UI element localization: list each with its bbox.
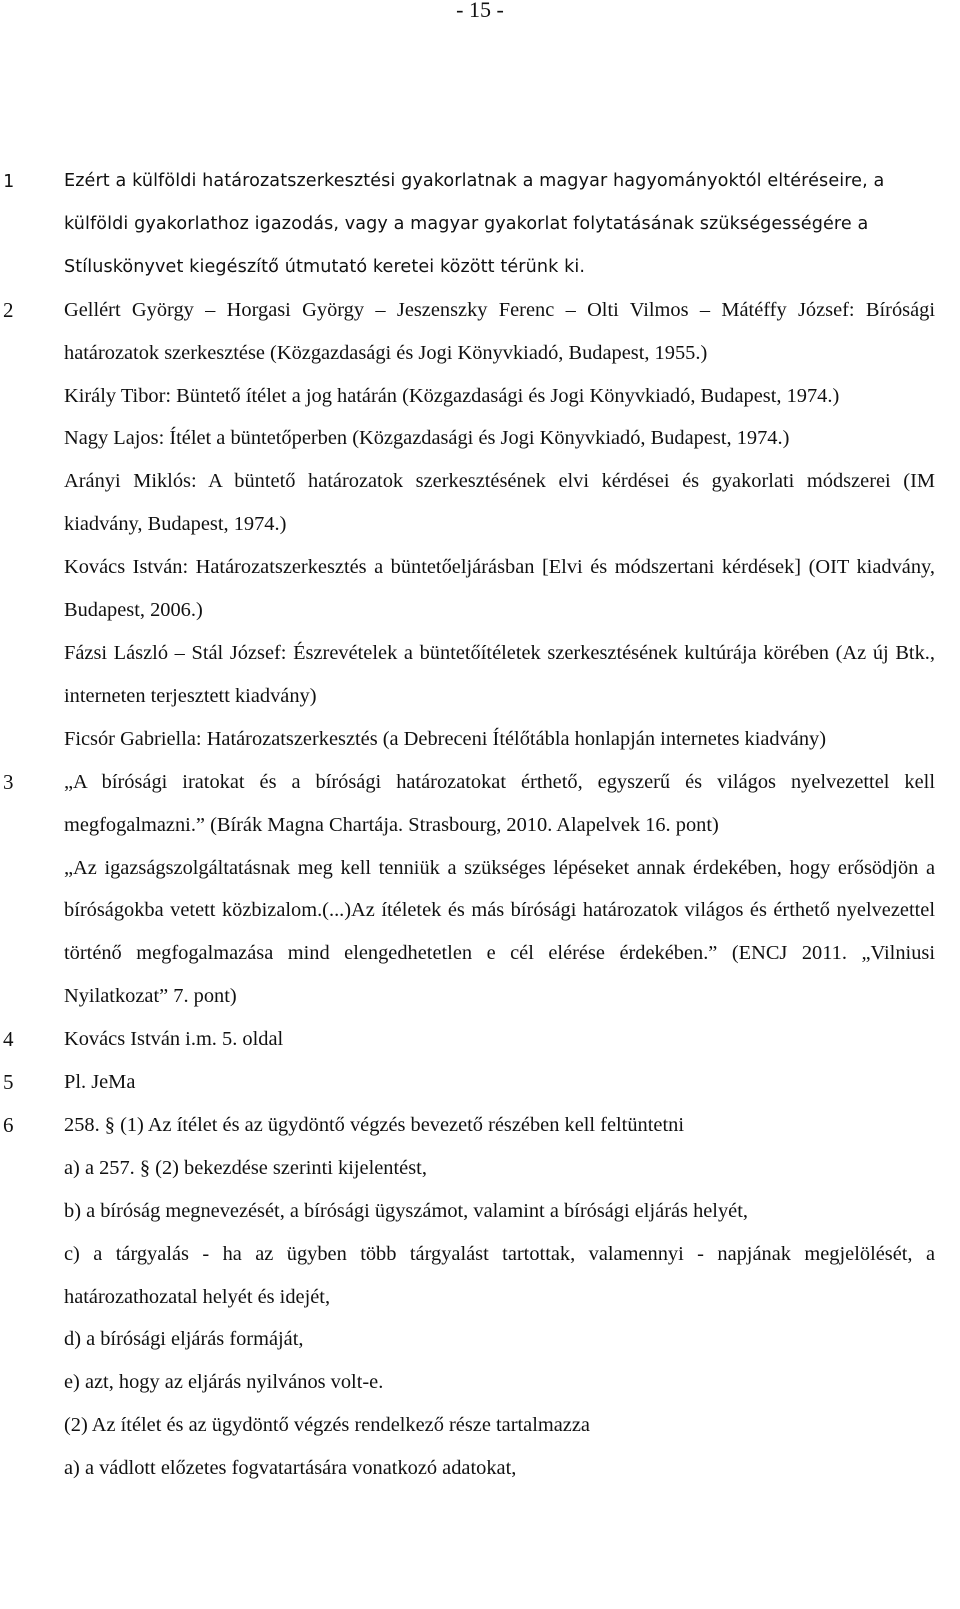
footnote-text: (2) Az ítélet és az ügydöntő végzés rendelkező része tartalmazza <box>64 1414 590 1437</box>
footnote-number: 3 <box>3 769 14 794</box>
footnote-text: Fázsi László – Stál József: Észrevételek a büntetőítéletek szerkesztésének kultúrája körében (Az új Btk., interneten terjesztett kiadvány) <box>64 641 935 707</box>
footnote-text: e) azt, hogy az eljárás nyilvános volt-e. <box>64 1371 384 1394</box>
footnote-text: a) a 257. § (2) bekezdése szerinti kijelentést, <box>64 1156 427 1179</box>
footnote-6 <box>0 1104 960 1490</box>
footnote-text: Nagy Lajos: Ítélet a büntetőperben (Közgazdasági és Jogi Könyvkiadó, Budapest, 1974.) <box>64 427 790 450</box>
footnote-number: 5 <box>3 1070 14 1095</box>
footnote-number: 1 <box>3 171 14 192</box>
footnote-text: Arányi Miklós: A büntető határozatok szerkesztésének elvi kérdései és gyakorlati módszerei (IM kiadvány, Budapest, 1974.) <box>64 470 935 536</box>
footnote-text: b) a bíróság megnevezését, a bírósági ügyszámot, valamint a bírósági eljárás helyét, <box>64 1199 748 1222</box>
footnote-text: „A bírósági iratokat és a bírósági határozatokat érthető, egyszerű és világos nyelvezettel kell megfogalmazni.” (Bírák Magna Chartája. Strasbourg, 2010. Alapelvek 16. pont) <box>64 770 935 836</box>
footnote-3 <box>0 761 960 1018</box>
page-number: - 15 - <box>456 0 504 22</box>
footnote-text: „Az igazságszolgáltatásnak meg kell tenniük a szükséges lépéseket annak érdekében, hogy erősödjön a bíróságokba vetett közbizalom.(...)Az ítéletek és más bírósági határozatok világos és érthető nyelvezettel történő megfogalmazása mind elengedhetetlen e cél elérése érdekében.” (ENCJ 2011. „Vilniusi Nyilatkozat” 7. pont) <box>64 856 935 1008</box>
footnote-text: 258. § (1) Az ítélet és az ügydöntő végzés bevezető részében kell feltüntetni <box>64 1113 684 1136</box>
footnote-text: Ezért a külföldi határozatszerkesztési gyakorlatnak a magyar hagyományoktól eltéréseire, a külföldi gyakorlathoz igazodás, vagy a magyar gyakorlat folytatásának szükségességére a Stíluskönyvet kiegészítő útmutató keretei között térünk ki. <box>64 171 885 277</box>
footnote-text: Kovács István: Határozatszerkesztés a büntetőeljárásban [Elvi és módszertani kérdések] (OIT kiadvány, Budapest, 2006.) <box>64 556 935 622</box>
footnote-text: Gellért György – Horgasi György – Jeszenszky Ferenc – Olti Vilmos – Mátéffy József: Bírósági határozatok szerkesztése (Közgazdasági és Jogi Könyvkiadó, Budapest, 1955.) <box>64 298 935 364</box>
footnote-number: 2 <box>3 297 14 322</box>
footnote-text: c) a tárgyalás - ha az ügyben több tárgyalást tartottak, valamennyi - napjának megjelölését, a határozathozatal helyét és idejét, <box>64 1242 935 1308</box>
footnote-text: a) a vádlott előzetes fogvatartására vonatkozó adatokat, <box>64 1457 517 1480</box>
footnote-text: Király Tibor: Büntető ítélet a jog határán (Közgazdasági és Jogi Könyvkiadó, Budapest, 1974.) <box>64 384 840 407</box>
footnote-number: 6 <box>3 1112 14 1137</box>
footnote-number: 4 <box>3 1027 14 1052</box>
footnotes <box>0 160 960 1490</box>
footnote-1 <box>0 160 960 289</box>
footnote-text: Pl. JeMa <box>64 1071 136 1094</box>
footnote-text: Kovács István i.m. 5. oldal <box>64 1028 284 1051</box>
footnote-2 <box>0 289 960 761</box>
footnote-4 <box>0 1018 960 1061</box>
footnote-text: Ficsór Gabriella: Határozatszerkesztés (a Debreceni Ítélőtábla honlapján internetes kiadvány) <box>64 727 827 750</box>
footnote-5 <box>0 1061 960 1104</box>
footnote-text: d) a bírósági eljárás formáját, <box>64 1328 304 1351</box>
